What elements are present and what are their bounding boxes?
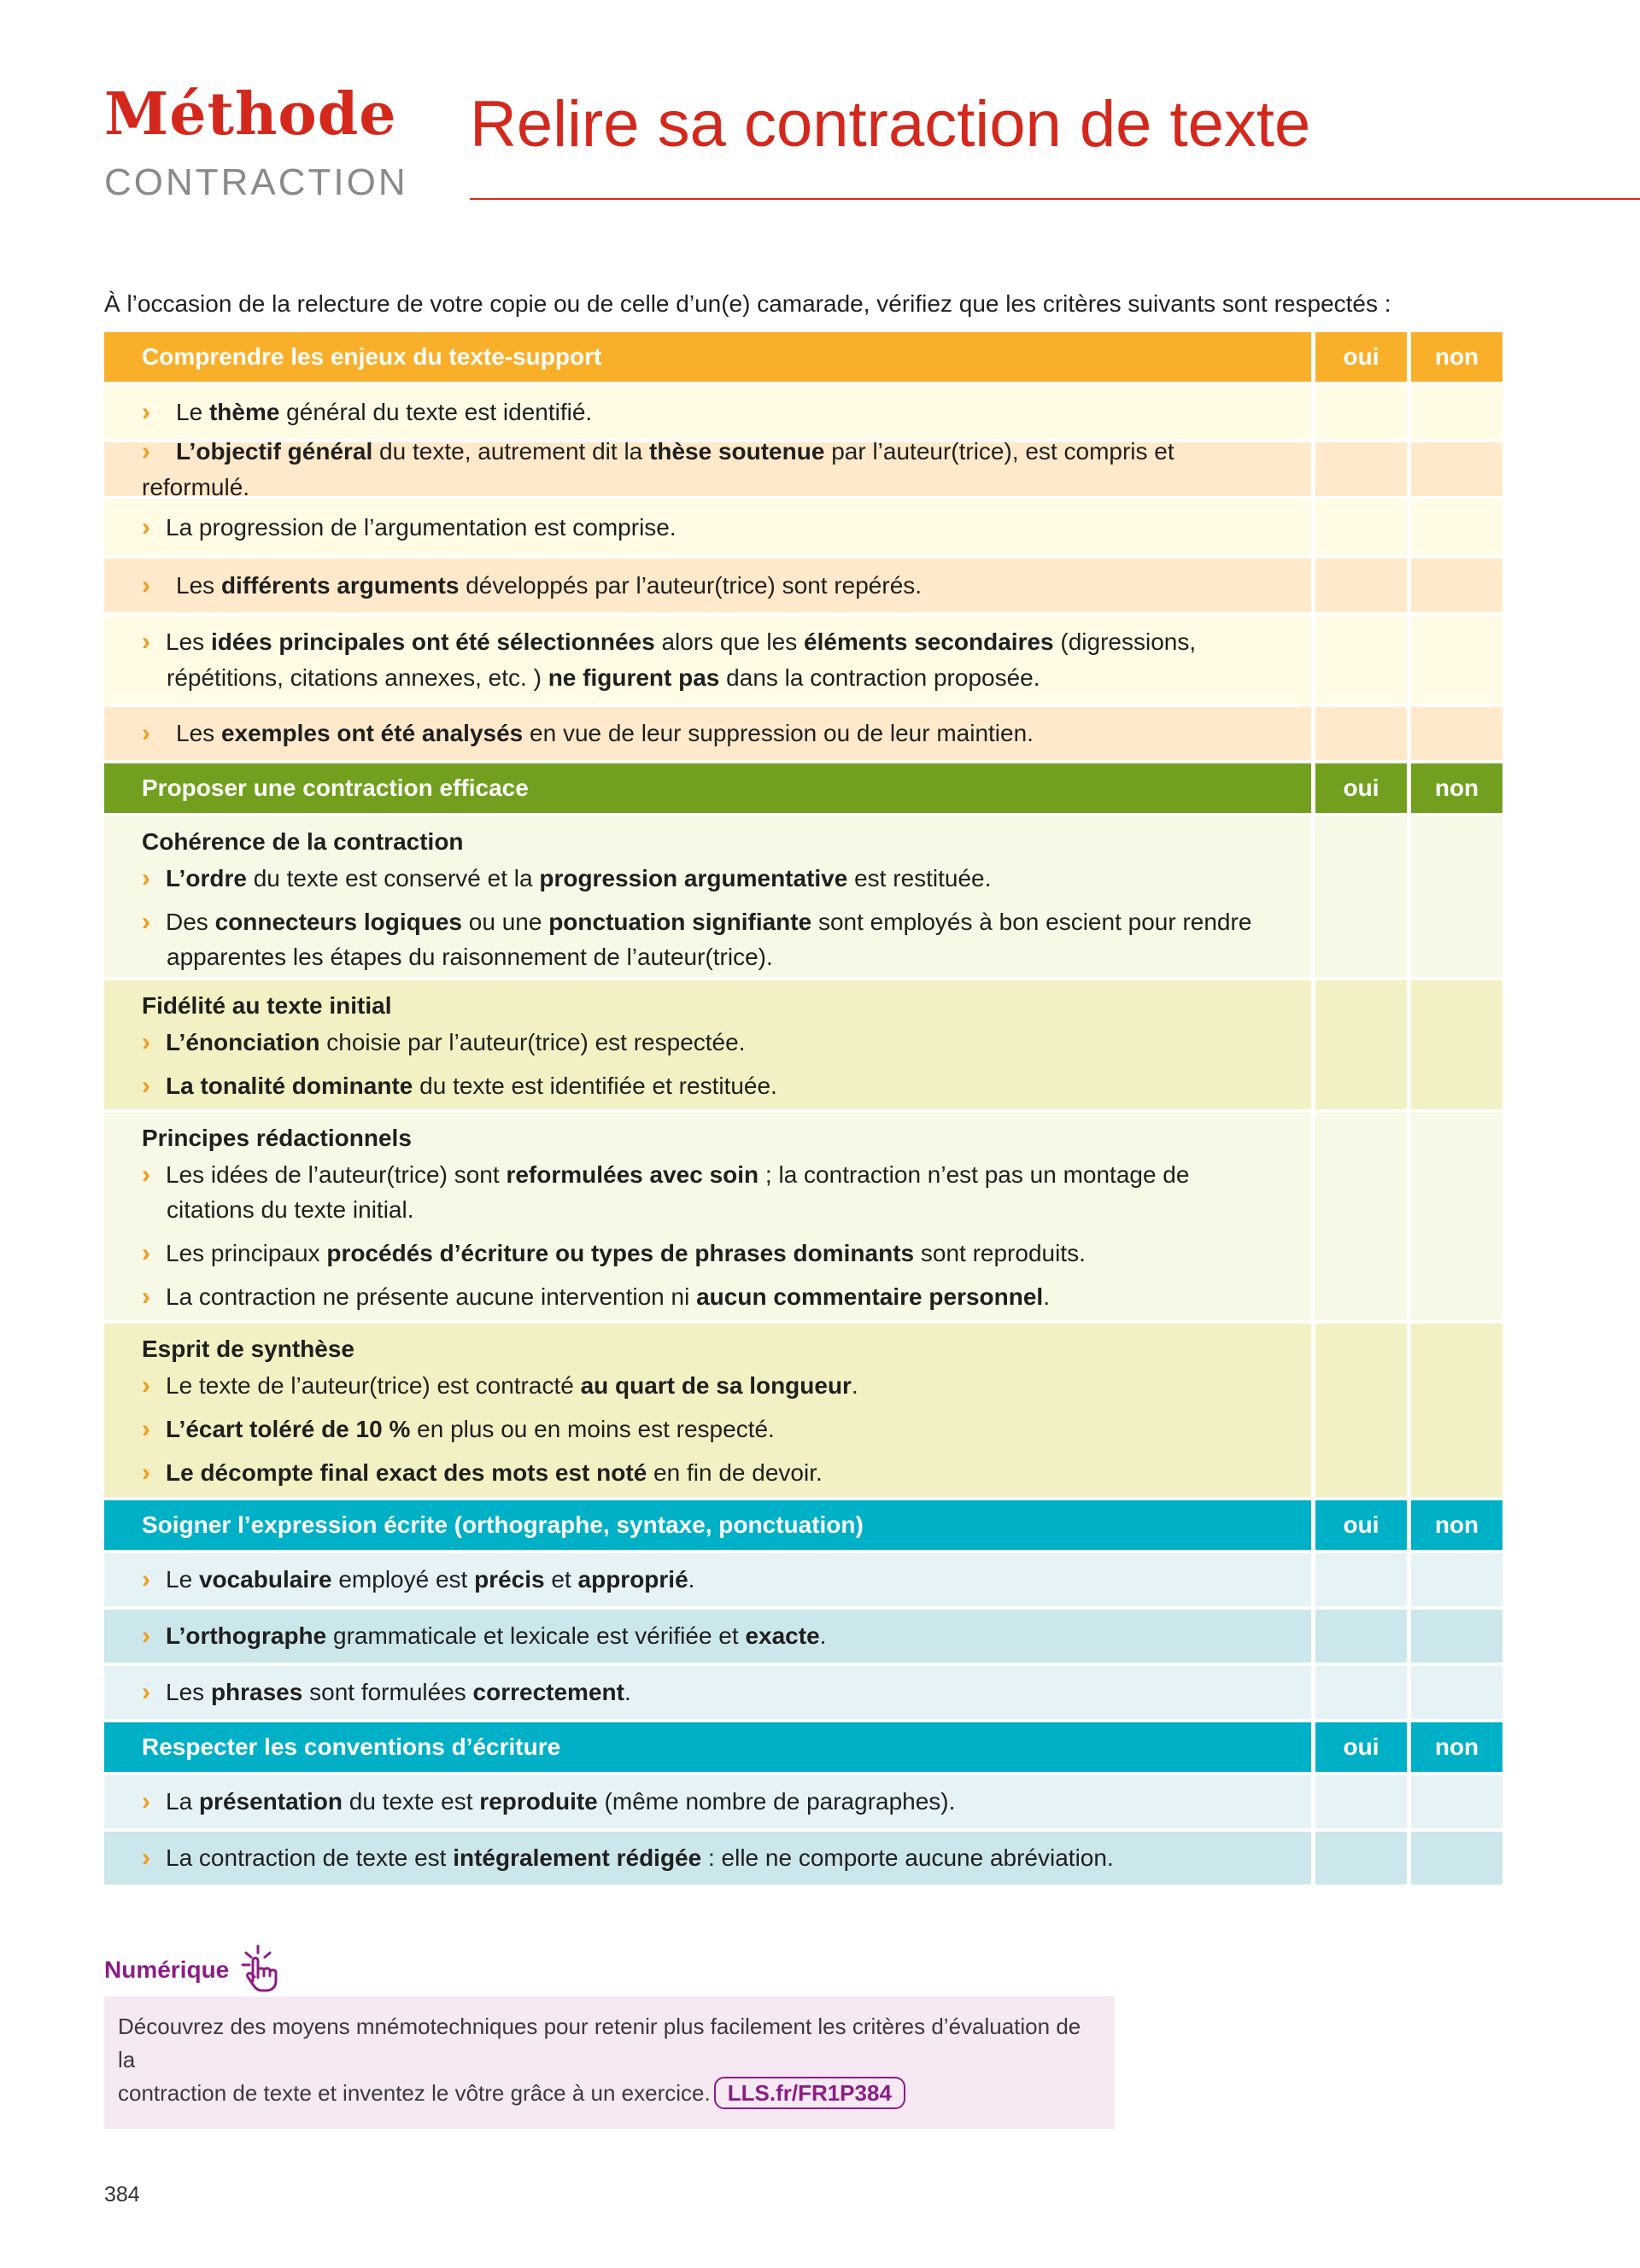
criterion-text: › Les idées principales ont été sélectionnées alors que les éléments secondaires (digressions, répétitions, citations annexes, etc. ) ne figurent pas dans la contraction proposée.	[104, 616, 1311, 704]
chevron-right-icon: ›	[142, 1239, 150, 1267]
non-checkbox[interactable]	[1411, 1666, 1502, 1719]
non-checkbox[interactable]	[1411, 385, 1502, 439]
non-checkbox[interactable]	[1411, 558, 1502, 612]
criterion-group	[104, 980, 1505, 1109]
oui-checkbox[interactable]	[1315, 1553, 1407, 1606]
non-checkbox[interactable]	[1411, 442, 1502, 496]
non-checkbox[interactable]	[1411, 707, 1502, 760]
chevron-right-icon: ›	[142, 1458, 150, 1487]
group-title: Cohérence de la contraction	[142, 828, 464, 855]
criterion-row	[104, 385, 1505, 439]
criterion-row	[104, 1610, 1505, 1663]
non-checkbox[interactable]	[1411, 1775, 1502, 1828]
non-column-header: non	[1411, 1722, 1502, 1772]
chevron-right-icon: ›	[142, 1622, 150, 1650]
criterion-group	[104, 816, 1505, 977]
oui-checkbox[interactable]	[1315, 385, 1407, 439]
criterion-text: Principes rédactionnels › Les idées de l’auteur(trice) sont reformulées avec soin ; la contraction n’est pas un montage de citations du texte initial. › Les principaux procédés d’écriture ou types de phrases dominants sont reproduits. › La contraction ne présente aucune intervention ni aucun commentaire personnel.	[104, 1113, 1311, 1320]
criterion-text: Cohérence de la contraction › L’ordre du texte est conservé et la progression argumentative est restituée. › Des connecteurs logiques ou une ponctuation signifiante sont employés à bon escient pour rendre apparentes les étapes du raisonnement de l’auteur(trice).	[104, 816, 1311, 977]
non-checkbox[interactable]	[1411, 980, 1502, 1109]
oui-checkbox[interactable]	[1315, 1113, 1407, 1320]
group-title: Esprit de synthèse	[142, 1336, 354, 1362]
chevron-right-icon: ›	[142, 570, 150, 599]
criterion-group	[104, 1324, 1505, 1497]
oui-checkbox[interactable]	[1315, 1832, 1407, 1885]
chevron-right-icon: ›	[142, 1415, 150, 1443]
oui-checkbox[interactable]	[1315, 1666, 1407, 1719]
criterion-text: › Les exemples ont été analysés en vue de leur suppression ou de leur maintien.	[104, 707, 1311, 760]
non-checkbox[interactable]	[1411, 1610, 1502, 1663]
criterion-row	[104, 1832, 1505, 1885]
section-header-efficacy	[104, 763, 1505, 813]
oui-checkbox[interactable]	[1315, 980, 1407, 1109]
page-number: 384	[104, 2183, 140, 2207]
oui-checkbox[interactable]	[1315, 1610, 1407, 1663]
criterion-text: › Les phrases sont formulées correctement.	[104, 1666, 1311, 1719]
chevron-right-icon: ›	[142, 864, 150, 892]
oui-column-header: oui	[1315, 1500, 1407, 1550]
oui-checkbox[interactable]	[1315, 558, 1407, 612]
criterion-text: › L’objectif général du texte, autrement dit la thèse soutenue par l’auteur(trice), est compris et reformulé.	[104, 442, 1311, 496]
chevron-right-icon: ›	[142, 1028, 150, 1056]
chevron-right-icon: ›	[142, 1283, 150, 1311]
digital-resource-block	[104, 1945, 1115, 2129]
criterion-text: › Les différents arguments développés par l’auteur(trice) sont repérés.	[104, 558, 1311, 612]
chevron-right-icon: ›	[142, 436, 150, 465]
non-checkbox[interactable]	[1411, 1832, 1502, 1885]
chevron-right-icon: ›	[142, 628, 150, 656]
digital-label: Numérique	[104, 1945, 1115, 1995]
brand-subtitle: CONTRACTION	[104, 161, 408, 203]
digital-text-line: contraction de texte et inventez le vôtre grâce à un exercice.	[118, 2080, 711, 2106]
criterion-row	[104, 558, 1505, 612]
non-checkbox[interactable]	[1411, 1324, 1502, 1497]
criterion-row	[104, 1666, 1505, 1719]
criterion-row	[104, 436, 1505, 500]
group-title: Fidélité au texte initial	[142, 992, 392, 1019]
oui-checkbox[interactable]	[1315, 1775, 1407, 1828]
non-checkbox[interactable]	[1411, 500, 1502, 555]
criterion-row	[104, 1775, 1505, 1828]
oui-checkbox[interactable]	[1315, 616, 1407, 704]
title-rule	[470, 198, 1640, 200]
criterion-text: › La contraction de texte est intégralement rédigée : elle ne comporte aucune abréviation.	[104, 1832, 1311, 1885]
criterion-text: › La progression de l’argumentation est comprise.	[104, 500, 1311, 555]
section-header-comprehension	[104, 332, 1505, 382]
non-column-header: non	[1411, 332, 1502, 382]
section-title: Comprendre les enjeux du texte-support	[104, 332, 1311, 382]
criterion-row	[104, 707, 1505, 760]
brand-block	[104, 80, 408, 203]
criterion-row	[104, 1553, 1505, 1606]
chevron-right-icon: ›	[142, 397, 150, 426]
criterion-text: › La présentation du texte est reproduite (même nombre de paragraphes).	[104, 1775, 1311, 1828]
non-column-header: non	[1411, 1500, 1502, 1550]
intro-text: À l’occasion de la relecture de votre copie ou de celle d’un(e) camarade, vérifiez que les critères suivants sont respectés :	[104, 290, 1391, 317]
criterion-text: › L’orthographe grammaticale et lexicale est vérifiée et exacte.	[104, 1610, 1311, 1663]
exercise-link[interactable]: LLS.fr/FR1P384	[714, 2077, 905, 2109]
chevron-right-icon: ›	[142, 1371, 150, 1400]
criterion-text: Esprit de synthèse › Le texte de l’auteur(trice) est contracté au quart de sa longueur. › L’écart toléré de 10 % en plus ou en moins est respecté. › Le décompte final exact des mots est noté en fin de devoir.	[104, 1324, 1311, 1497]
criterion-text: Fidélité au texte initial › L’énonciation choisie par l’auteur(trice) est respectée. › La tonalité dominante du texte est identifiée et restituée.	[104, 980, 1311, 1109]
oui-column-header: oui	[1315, 763, 1407, 813]
touch-hand-icon	[239, 1943, 289, 1998]
oui-column-header: oui	[1315, 1722, 1407, 1772]
criterion-text: › Le vocabulaire employé est précis et approprié.	[104, 1553, 1311, 1606]
section-header-expression	[104, 1500, 1505, 1550]
group-title: Principes rédactionnels	[142, 1125, 412, 1151]
section-title: Respecter les conventions d’écriture	[104, 1722, 1311, 1772]
chevron-right-icon: ›	[142, 719, 150, 747]
chevron-right-icon: ›	[142, 1787, 150, 1815]
brand-title: Méthode	[104, 80, 397, 149]
digital-box	[104, 1996, 1115, 2129]
chevron-right-icon: ›	[142, 1678, 150, 1706]
non-checkbox[interactable]	[1411, 1113, 1502, 1320]
page-title: Relire sa contraction de texte	[470, 88, 1311, 161]
chevron-right-icon: ›	[142, 1160, 150, 1189]
non-checkbox[interactable]	[1411, 1553, 1502, 1606]
criterion-group	[104, 1113, 1505, 1320]
chevron-right-icon: ›	[142, 512, 150, 541]
oui-checkbox[interactable]	[1315, 1324, 1407, 1497]
criterion-text: › Le thème général du texte est identifié.	[104, 385, 1311, 439]
chevron-right-icon: ›	[142, 1844, 150, 1872]
criterion-row	[104, 500, 1505, 555]
non-column-header: non	[1411, 763, 1502, 813]
section-header-conventions	[104, 1722, 1505, 1772]
non-checkbox[interactable]	[1411, 616, 1502, 704]
criterion-row	[104, 616, 1505, 704]
section-title: Proposer une contraction efficace	[104, 763, 1311, 813]
chevron-right-icon: ›	[142, 1565, 150, 1593]
chevron-right-icon: ›	[142, 1072, 150, 1100]
oui-checkbox[interactable]	[1315, 707, 1407, 760]
section-title: Soigner l’expression écrite (orthographe, syntaxe, ponctuation)	[104, 1500, 1311, 1550]
digital-text-line: Découvrez des moyens mnémotechniques pour retenir plus facilement les critères d’évaluation de la	[118, 2014, 1081, 2072]
chevron-right-icon: ›	[142, 908, 150, 936]
oui-column-header: oui	[1315, 332, 1407, 382]
oui-checkbox[interactable]	[1315, 442, 1407, 496]
oui-checkbox[interactable]	[1315, 500, 1407, 555]
non-checkbox[interactable]	[1411, 816, 1502, 977]
checklist-table	[104, 332, 1505, 1888]
oui-checkbox[interactable]	[1315, 816, 1407, 977]
